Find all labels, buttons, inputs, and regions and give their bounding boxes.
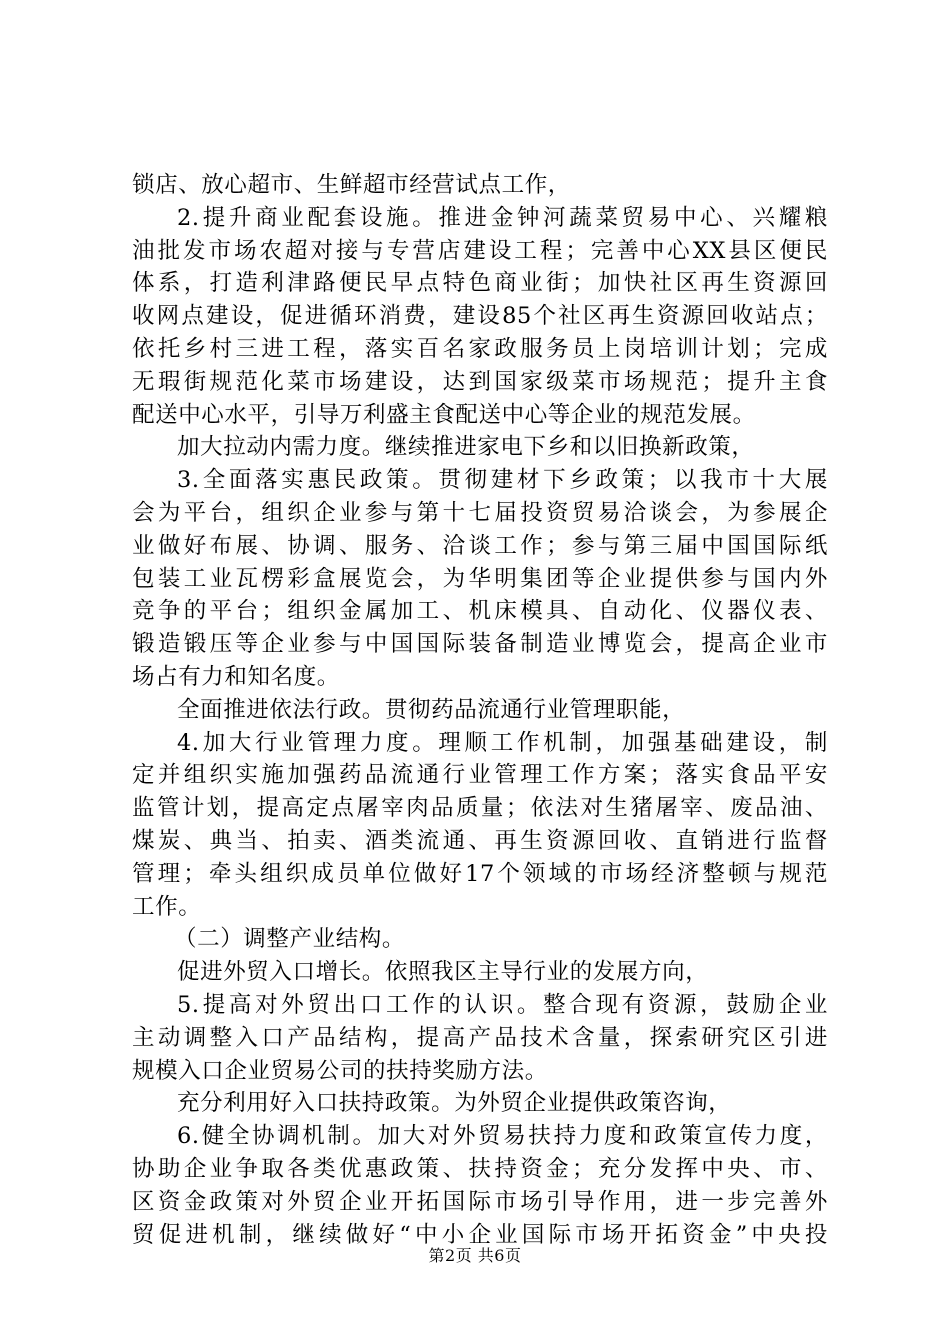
- text-line: 主动调整入口产品结构，提高产品技术含量，探索研究区引进: [132, 1024, 828, 1051]
- text-line: 充分利用好入口扶持政策。为外贸企业提供政策咨询，: [177, 1090, 732, 1117]
- text-line: 煤炭、典当、拍卖、酒类流通、再生资源回收、直销进行监督: [132, 827, 828, 854]
- text-line: 6.健全协调机制。加大对外贸易扶持力度和政策宣传力度，: [177, 1123, 828, 1150]
- section-heading: （二）调整产业结构。: [174, 926, 406, 953]
- text-line: 竞争的平台；组织金属加工、机床模具、自动化、仪器仪表、: [132, 598, 828, 625]
- text-line: 体系，打造利津路便民早点特色商业街；加快社区再生资源回: [132, 270, 828, 297]
- text-line: 油批发市场农超对接与专营店建设工程；完善中心XX县区便民: [132, 237, 828, 264]
- text-line: 工作。: [132, 893, 202, 920]
- text-line: 业做好布展、协调、服务、洽谈工作；参与第三届中国国际纸: [132, 532, 828, 559]
- text-line: 协助企业争取各类优惠政策、扶持资金；充分发挥中央、市、: [132, 1155, 828, 1182]
- text-line: 2.提升商业配套设施。推进金钟河蔬菜贸易中心、兴耀粮: [177, 204, 828, 231]
- text-line: 4.加大行业管理力度。理顺工作机制，加强基础建设，制: [177, 729, 828, 756]
- text-line: 包装工业瓦楞彩盒展览会，为华明集团等企业提供参与国内外: [132, 565, 828, 592]
- text-line: 加大拉动内需力度。继续推进家电下乡和以旧换新政策，: [177, 434, 755, 461]
- text-line: 定并组织实施加强药品流通行业管理工作方案；落实食品平安: [132, 762, 828, 789]
- text-line: 全面推进依法行政。贯彻药品流通行业管理职能，: [177, 696, 686, 723]
- page-number-footer: 第2页 共6页: [428, 1246, 522, 1265]
- text-line: 锁店、放心超市、生鲜超市经营试点工作，: [132, 172, 571, 198]
- document-body: [132, 169, 828, 1251]
- text-line: 管理；牵头组织成员单位做好17个领域的市场经济整顿与规范: [132, 860, 828, 887]
- text-line: 无瑕街规范化菜市场建设，达到国家级菜市场规范；提升主食: [132, 368, 828, 395]
- text-line: 依托乡村三进工程，落实百名家政服务员上岗培训计划；完成: [132, 335, 828, 362]
- text-line: 促进外贸入口增长。依照我区主导行业的发展方向，: [177, 959, 709, 986]
- text-line: 监管计划，提高定点屠宰肉品质量；依法对生猪屠宰、废品油、: [132, 795, 828, 822]
- text-line: 会为平台，组织企业参与第十七届投资贸易洽谈会，为参展企: [132, 499, 828, 526]
- text-line: 3.全面落实惠民政策。贯彻建材下乡政策；以我市十大展: [177, 467, 828, 494]
- text-line: 贸促进机制，继续做好“中小企业国际市场开拓资金”中央投: [132, 1221, 828, 1248]
- text-line: 锻造锻压等企业参与中国国际装备制造业博览会，提高企业市: [132, 631, 828, 658]
- text-line: 收网点建设，促进循环消费，建设85个社区再生资源回收站点；: [132, 303, 828, 330]
- text-line: 区资金政策对外贸企业开拓国际市场引导作用，进一步完善外: [132, 1188, 828, 1215]
- text-line: 5.提高对外贸出口工作的认识。整合现有资源，鼓励企业: [177, 991, 828, 1018]
- text-line: 规模入口企业贸易公司的扶持奖励方法。: [132, 1057, 548, 1084]
- text-line: 场占有力和知名度。: [132, 663, 340, 690]
- text-line: 配送中心水平，引导万利盛主食配送中心等企业的规范发展。: [132, 401, 756, 428]
